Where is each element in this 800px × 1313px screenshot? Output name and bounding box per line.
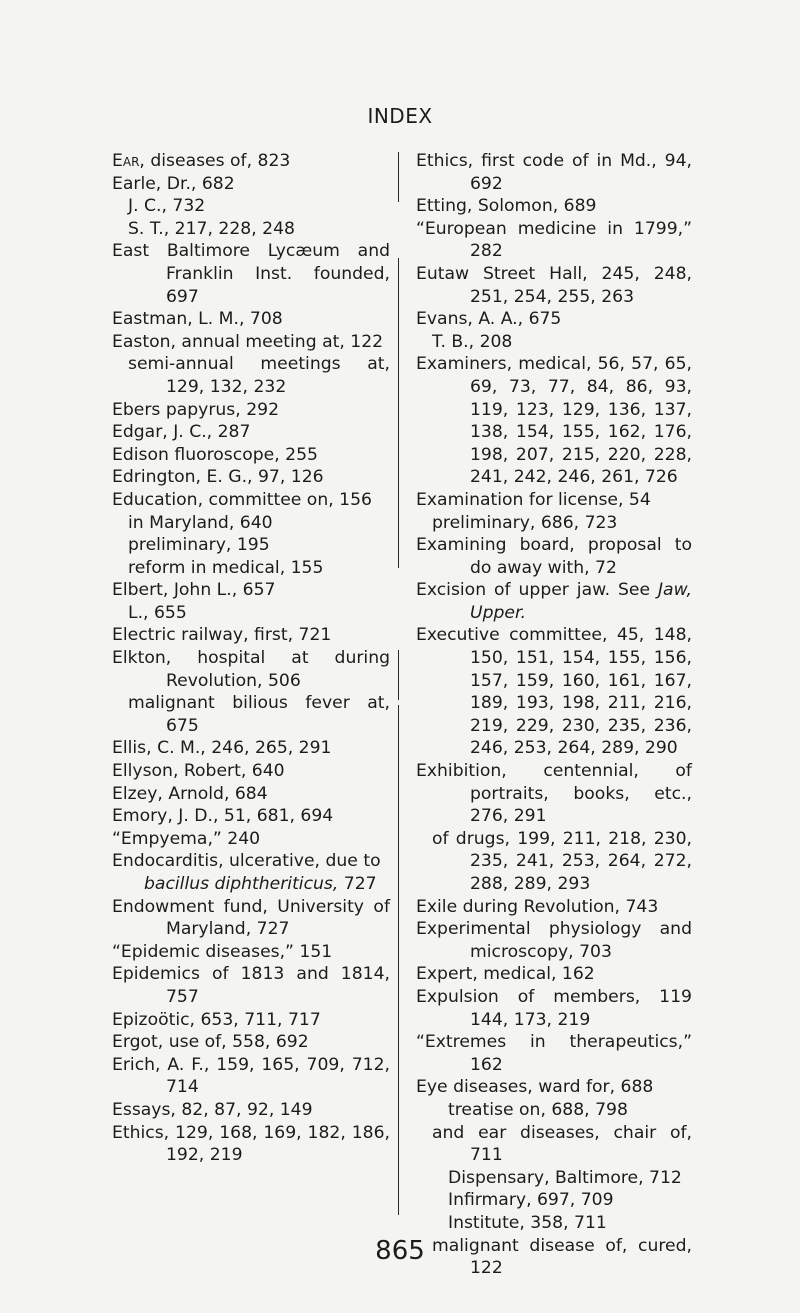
index-entry: Expulsion of members, 119 144, 173, 219 <box>416 986 692 1030</box>
column-divider <box>398 258 399 568</box>
index-entry: “Empyema,” 240 <box>112 828 261 849</box>
column-divider <box>398 705 399 1215</box>
index-entry: Excision of upper jaw. See Jaw, Upper. <box>416 580 692 623</box>
index-entry: Epidemics of 1813 and 1814, 757 <box>112 964 390 1007</box>
index-entry: of drugs, 199, 211, 218, 230, 235, 241, 253, 264, 272, 288, 289, 293 <box>432 828 692 894</box>
index-entry: Endocarditis, ulcerative, due to <box>112 851 381 872</box>
index-entry: Exile during Revolution, 743 <box>416 896 659 917</box>
index-entry: Elkton, hospital at during Revolution, 506 <box>112 648 390 691</box>
index-entry: S. T., 217, 228, 248 <box>128 218 295 239</box>
index-column-left <box>112 150 390 1167</box>
index-entry: semi-annual meetings at, 129, 132, 232 <box>128 354 390 397</box>
index-column-right <box>416 150 692 1280</box>
index-entry: Experimental physiology and microscopy, 703 <box>416 919 692 962</box>
index-entry: Dispensary, Baltimore, 712 <box>448 1167 682 1188</box>
index-entry: East Baltimore Lycæum and Franklin Inst. founded, 697 <box>112 241 390 307</box>
index-entry: Edgar, J. C., 287 <box>112 422 251 443</box>
index-entry: Edison fluoroscope, 255 <box>112 444 318 465</box>
index-entry: J. C., 732 <box>128 196 206 217</box>
index-entry: Emory, J. D., 51, 681, 694 <box>112 806 334 827</box>
index-entry: Institute, 358, 711 <box>448 1212 607 1233</box>
index-entry: Electric railway, first, 721 <box>112 625 332 646</box>
index-entry: Etting, Solomon, 689 <box>416 196 597 217</box>
index-entry: Elbert, John L., 657 <box>112 580 276 601</box>
index-entry: malignant bilious fever at, 675 <box>128 693 390 736</box>
index-entry: bacillus diphtheriticus, 727 <box>144 874 377 894</box>
index-entry: Eye diseases, ward for, 688 <box>416 1077 654 1098</box>
index-entry: Epizoötic, 653, 711, 717 <box>112 1009 321 1030</box>
index-entry: Ethics, first code of in Md., 94, 692 <box>416 151 692 194</box>
index-entry: Ergot, use of, 558, 692 <box>112 1032 309 1053</box>
index-entry: reform in medical, 155 <box>128 557 324 578</box>
index-entry: Eastman, L. M., 708 <box>112 309 283 330</box>
index-entry: Infirmary, 697, 709 <box>448 1190 614 1211</box>
page-number: 865 <box>375 1236 425 1266</box>
index-entry: T. B., 208 <box>432 331 513 352</box>
index-entry: Ethics, 129, 168, 169, 182, 186, 192, 219 <box>112 1122 390 1166</box>
index-entry: preliminary, 195 <box>128 535 270 556</box>
index-entry: Ellyson, Robert, 640 <box>112 761 285 782</box>
index-entry: Examining board, proposal to do away with, 72 <box>416 535 692 578</box>
index-entry: Easton, annual meeting at, 122 <box>112 331 384 352</box>
index-entry: Expert, medical, 162 <box>416 964 595 985</box>
index-entry: Endowment fund, University of Maryland, 727 <box>112 896 390 940</box>
index-entry: Earle, Dr., 682 <box>112 173 235 194</box>
index-entry: Elzey, Arnold, 684 <box>112 783 268 804</box>
page-title: INDEX <box>367 104 433 128</box>
column-divider <box>398 152 399 202</box>
index-entry: malignant disease of, cured, 122 <box>432 1235 692 1279</box>
index-entry: Edrington, E. G., 97, 126 <box>112 467 324 488</box>
index-entry: Education, committee on, 156 <box>112 489 372 510</box>
index-entry: Erich, A. F., 159, 165, 709, 712, 714 <box>112 1054 390 1098</box>
index-entry: Examiners, medical, 56, 57, 65, 69, 73, 77, 84, 86, 93, 119, 123, 129, 136, 137, 138, 154, 155, 162, 176, 198, 207, 215, 220, 228, 241, 242, 246, 261, 726 <box>416 354 692 488</box>
index-entry: L., 655 <box>128 602 187 623</box>
index-entry: “Extremes in therapeutics,” 162 <box>416 1032 692 1075</box>
index-entry: preliminary, 686, 723 <box>432 512 618 533</box>
index-entry: Ellis, C. M., 246, 265, 291 <box>112 738 332 759</box>
index-entry: Executive committee, 45, 148, 150, 151, 154, 155, 156, 157, 159, 160, 161, 167, 189, 193, 198, 211, 216, 219, 229, 230, 235, 236, 246, 253, 264, 289, 290 <box>416 625 692 759</box>
column-divider <box>398 650 399 700</box>
index-entry: Ear, diseases of, 823 <box>112 151 291 171</box>
index-entry: Ebers papyrus, 292 <box>112 399 279 420</box>
index-entry: treatise on, 688, 798 <box>448 1099 628 1120</box>
index-entry: Evans, A. A., 675 <box>416 309 562 330</box>
index-entry: “Epidemic diseases,” 151 <box>112 941 333 962</box>
index-entry: and ear diseases, chair of, 711 <box>432 1122 692 1166</box>
index-entry: Examination for license, 54 <box>416 489 651 510</box>
index-entry: in Maryland, 640 <box>128 512 273 533</box>
index-entry: “European medicine in 1799,” 282 <box>416 218 692 262</box>
index-entry: Essays, 82, 87, 92, 149 <box>112 1099 313 1120</box>
index-entry: Eutaw Street Hall, 245, 248, 251, 254, 255, 263 <box>416 263 692 307</box>
index-entry: Exhibition, centennial, of portraits, books, etc., 276, 291 <box>416 761 692 827</box>
